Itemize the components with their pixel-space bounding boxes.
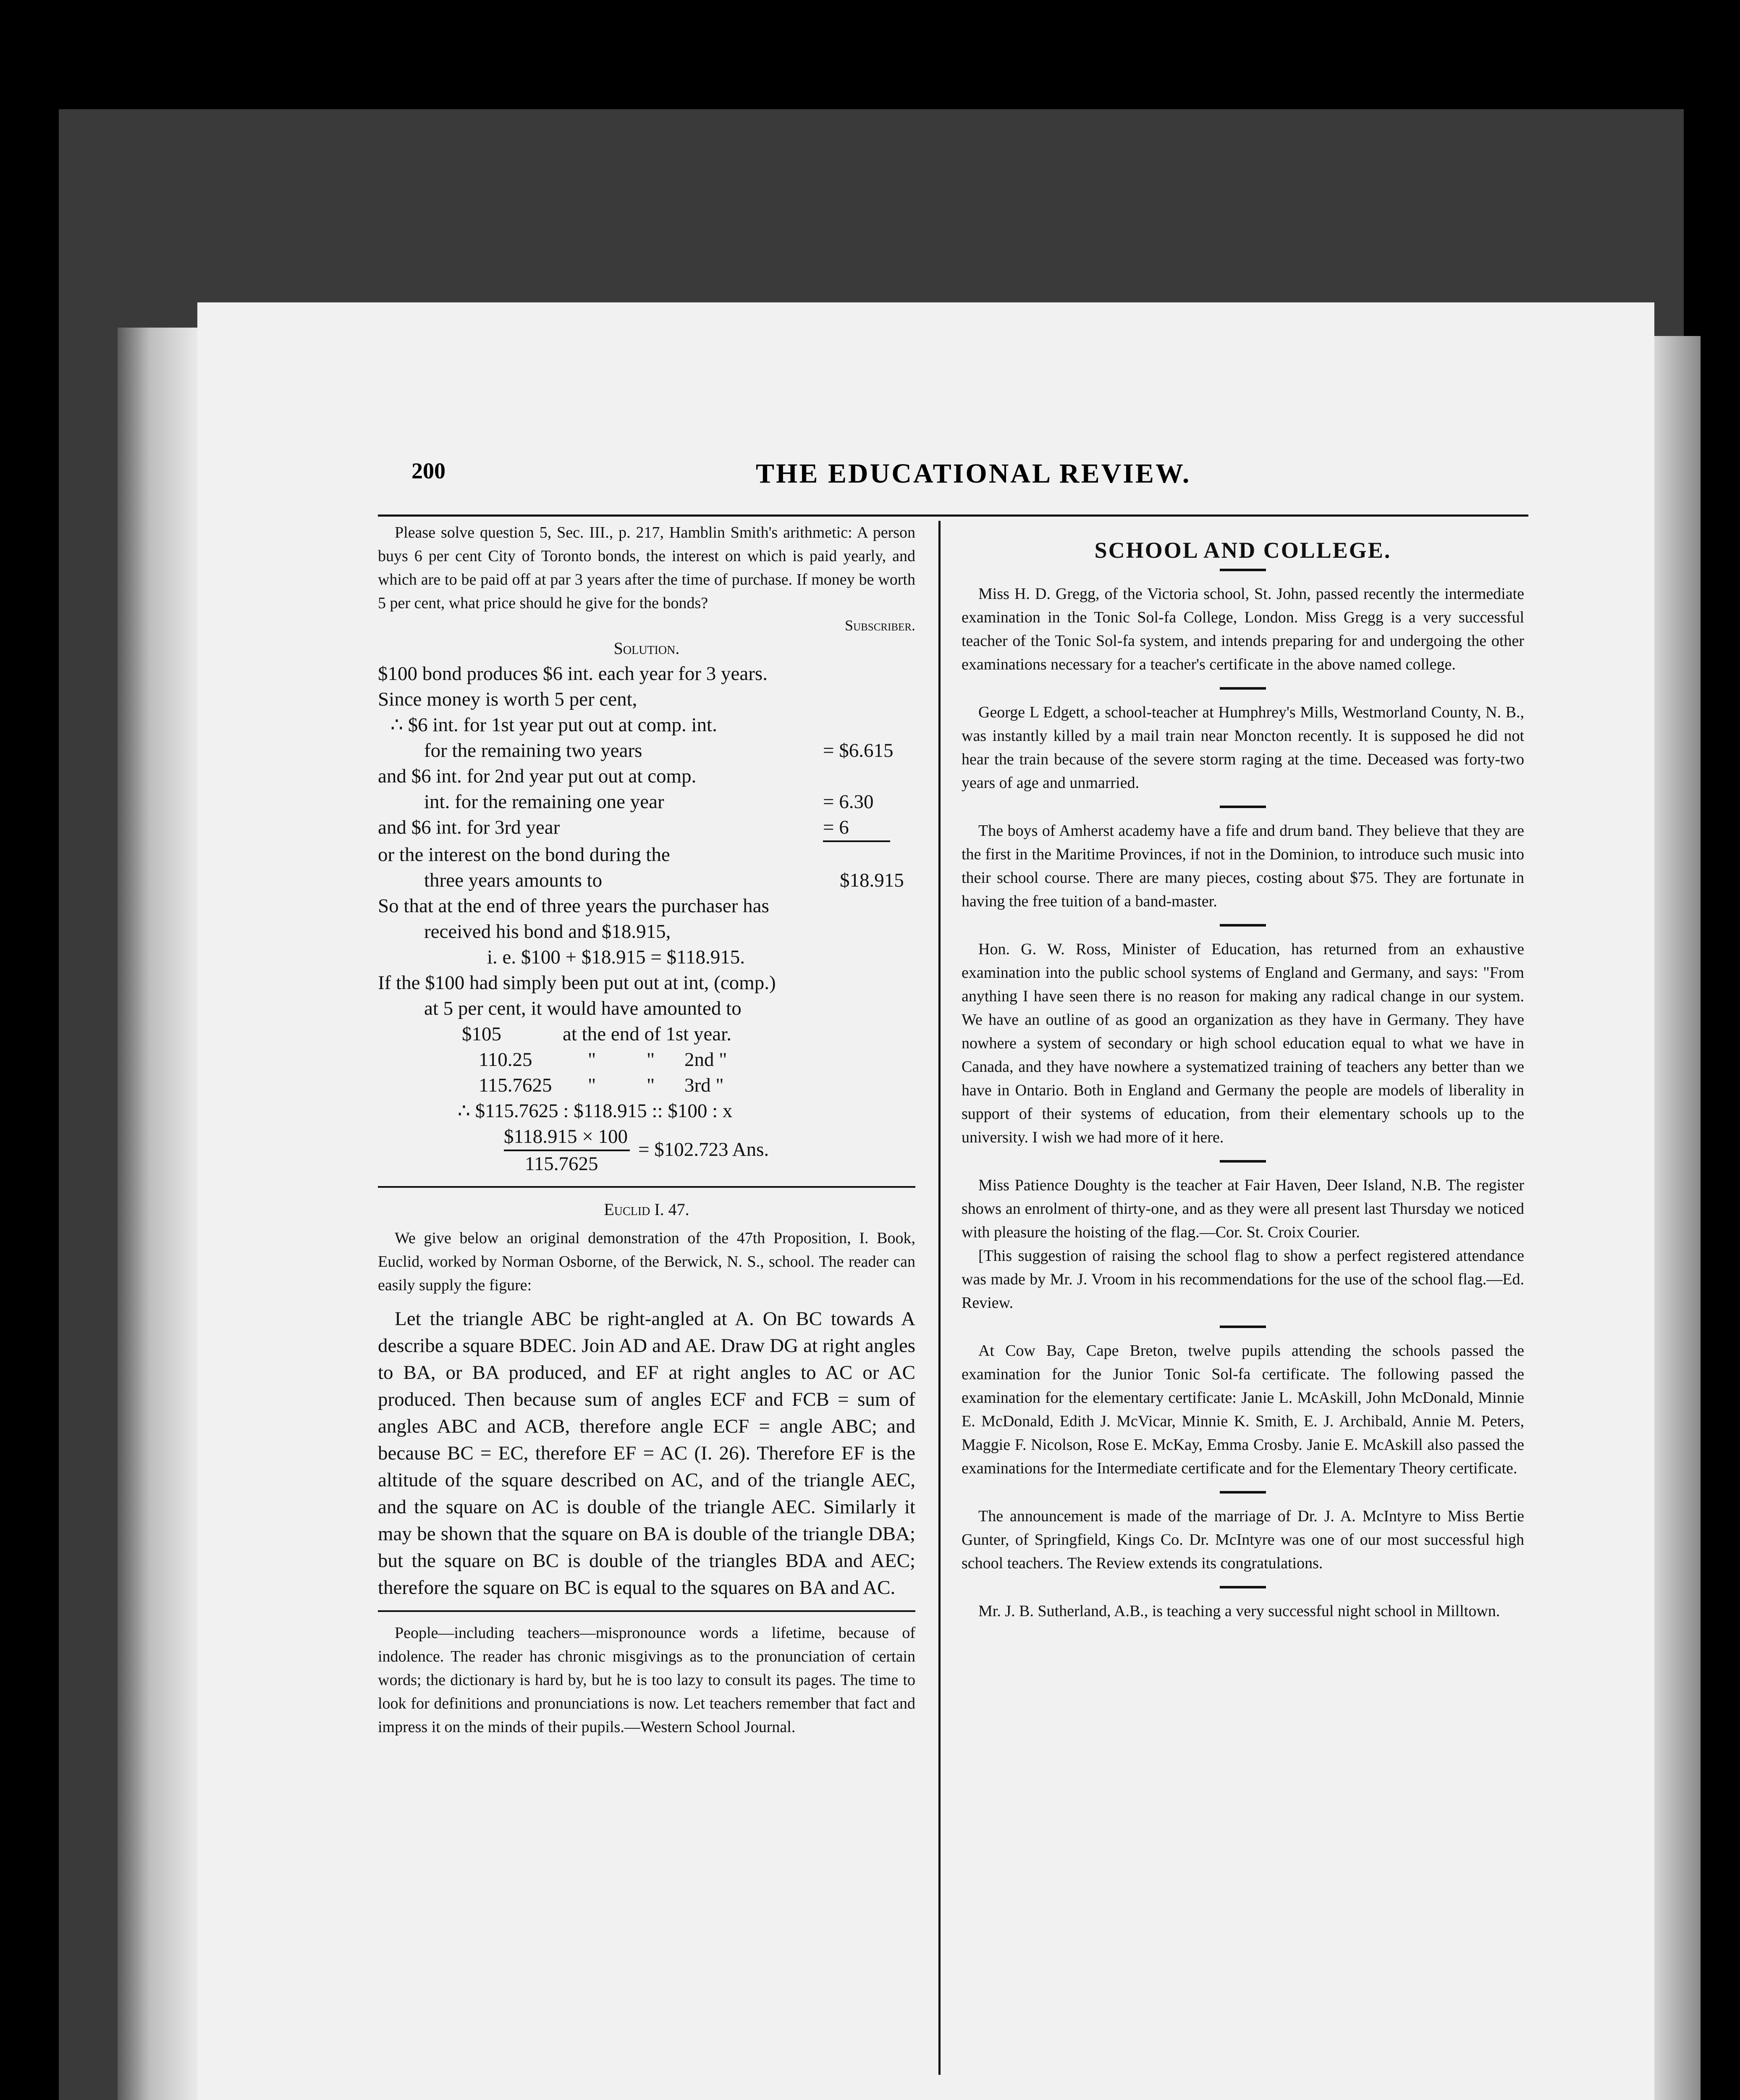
euclid-intro: We give below an original demonstration of the 47th Proposition, I. Book, Euclid, worked by Norman Osborne, of the Berwick, N. S., school. The reader can easily supply the figure: — [378, 1229, 915, 1294]
item-separator — [1220, 1326, 1266, 1328]
solution-line: received his bond and $18.915, — [424, 921, 671, 942]
solution-line: If the $100 had simply been put out at int, (comp.) — [378, 972, 776, 994]
solution-block — [378, 661, 915, 1177]
solution-line: $100 bond produces $6 int. each year for 3 years. — [378, 663, 768, 685]
news-item: The announcement is made of the marriage of Dr. J. A. McIntyre to Miss Bertie Gunter, of Springfield, Kings Co. Dr. McIntyre was one of our most successful high school teachers. The Review extends its congratulations. — [962, 1507, 1524, 1572]
solution-line: So that at the end of three years the purchaser has — [378, 895, 769, 917]
column-divider — [938, 521, 941, 2075]
solution-line: ∴ $115.7625 : $118.915 :: $100 : x — [458, 1100, 733, 1122]
solution-line: for the remaining two years — [424, 740, 642, 761]
solution-line: int. for the remaining one year — [424, 791, 664, 813]
item-separator — [1220, 569, 1266, 571]
book-page-edges-right — [1650, 336, 1701, 2100]
solution-amount: = 6.30 — [823, 791, 874, 813]
solution-heading: Solution. — [613, 639, 680, 658]
solution-line: at the end of 1st year. — [563, 1023, 731, 1045]
ditto-mark: " — [647, 1049, 655, 1071]
solution-line: three years amounts to — [424, 869, 603, 891]
left-column — [378, 521, 915, 1739]
solution-line: 115.7625 — [479, 1074, 552, 1096]
news-item: Mr. J. B. Sutherland, A.B., is teaching a very successful night school in Milltown. — [978, 1602, 1500, 1620]
fraction-denominator: 115.7625 — [525, 1153, 598, 1175]
solution-line: Since money is worth 5 per cent, — [378, 688, 637, 710]
journal-title: THE EDUCATIONAL REVIEW. — [756, 458, 1191, 489]
ditto-mark: " — [588, 1074, 596, 1096]
news-item: Hon. G. W. Ross, Minister of Education, has returned from an exhaustive examination into the public school systems of England and Germany, and says: "From anything I have seen there is no reason for making any radical change in our system. We have an outline of as good an organization as they have in Germany. They have nowhere a system of secondary or high school education equal to what we have in Canada, and they have nowhere a systematized training of teachers any better than we have in Ontario. Both in England and Germany the people are models of liberality in support of their systems of education, from their elementary schools up to the university. I wish we had more of it here. — [962, 940, 1524, 1146]
news-item: At Cow Bay, Cape Breton, twelve pupils attending the schools passed the examination for the Junior Tonic Sol-fa certificate. The following passed the examination for the elementary certificate: Janie L. McAskill, John McDonald, Minnie E. McDonald, Edith J. McVicar, Minnie K. Smith, E. J. Archibald, Annie M. Peters, Maggie F. Nicolson, Rose E. McKay, Emma Crosby. Janie E. McAskill also passed the examinations for the Intermediate certificate and for the Elementary Theory certificate. — [962, 1342, 1524, 1477]
item-separator — [1220, 1586, 1266, 1588]
item-separator — [1220, 806, 1266, 808]
solution-line: 3rd " — [684, 1074, 724, 1096]
item-separator — [1220, 687, 1266, 690]
right-column — [962, 533, 1524, 1623]
item-separator — [1220, 924, 1266, 927]
editor-note: [This suggestion of raising the school flag to show a perfect registered attendance was made by Mr. J. Vroom in his recommendations for the use of the school flag.—Ed. Review. — [962, 1247, 1524, 1312]
solution-line: ∴ $6 int. for 1st year put out at comp. int. — [390, 714, 717, 736]
solution-line: $105 — [462, 1023, 501, 1045]
fraction-numerator: $118.915 × 100 — [504, 1126, 628, 1147]
solution-line: 2nd " — [684, 1049, 727, 1071]
euclid-proof: Let the triangle ABC be right-angled at A. On BC towards A describe a square BDEC. Join AD and AE. Draw DG at right angles to BA, or BA produced, and EF at right angles to AC or AC produced. Then because sum of angles ECF and FCB = sum of angles ABC and ACB, therefore angle ECF = angle ABC; and because BC = EC, therefore EF = AC (I. 26). Therefore EF is the altitude of the square described on AC, and of the triangle AEC, and the square on AC is double of the triangle AEC. Similarly it may be shown that the square on BA is double of the triangle DBA; but the square on BC is double of the triangles BDA and AEC; therefore the square on BC is equal to the squares on BA and AC. — [378, 1308, 915, 1599]
header-rule — [378, 514, 1528, 517]
item-separator — [1220, 1160, 1266, 1163]
book-page-edges-left — [118, 328, 197, 2100]
section-title: SCHOOL AND COLLEGE. — [1094, 538, 1391, 563]
news-item: George L Edgett, a school-teacher at Humphrey's Mills, Westmorland County, N. B., was instantly killed by a mail train near Moncton recently. It is supposed he did not hear the train because of the severe storm raging at the time. Deceased was forty-two years of age and unmarried. — [962, 704, 1524, 792]
question-text: Please solve question 5, Sec. III., p. 217, Hamblin Smith's arithmetic: A person buys 6 per cent City of Toronto bonds, the interest on which is paid yearly, and which are to be paid off at par 3 years after the time of purchase. If money be worth 5 per cent, what price should he give for the bonds? — [378, 524, 915, 612]
solution-line: and $6 int. for 2nd year put out at comp. — [378, 765, 697, 787]
news-item: Miss Patience Doughty is the teacher at Fair Haven, Deer Island, N.B. The register shows an enrolment of thirty-one, and as they were all present last Thursday we noticed with pleasure the hoisting of the flag.—Cor. St. Croix Courier. — [962, 1176, 1524, 1241]
solution-line: or the interest on the bond during the — [378, 844, 670, 866]
pronunciation-note: People—including teachers—mispronounce words a lifetime, because of indolence. The reader has chronic misgivings as to the pronunciation of certain words; the dictionary is hard by, but he is too lazy to consult its pages. The time to look for definitions and pronunciations is now. Let teachers remember that fact and impress it on the minds of their pupils.—Western School Journal. — [378, 1624, 915, 1736]
solution-line: and $6 int. for 3rd year — [378, 816, 560, 838]
ditto-mark: " — [588, 1049, 596, 1071]
solution-amount: $18.915 — [840, 869, 904, 891]
page-number: 200 — [411, 458, 445, 483]
section-rule — [378, 1610, 915, 1612]
solution-amount: = $6.615 — [823, 740, 894, 761]
solution-line: at 5 per cent, it would have amounted to — [424, 998, 742, 1019]
solution-line: 110.25 — [479, 1049, 532, 1071]
solution-amount: = 6 — [823, 816, 849, 838]
question-signature: Subscriber. — [845, 617, 915, 634]
item-separator — [1220, 1491, 1266, 1494]
solution-line: i. e. $100 + $18.915 = $118.915. — [487, 946, 745, 968]
solution-answer: = $102.723 Ans. — [638, 1139, 769, 1160]
news-item: The boys of Amherst academy have a fife and drum band. They believe that they are the first in the Maritime Provinces, if not in the Dominion, to introduce such music into their school course. There are many pieces, costing about $75. They are fortunate in having the free tuition of a band-master. — [962, 822, 1524, 910]
euclid-heading: Euclid I. 47. — [604, 1200, 689, 1219]
ditto-mark: " — [647, 1074, 655, 1096]
section-rule — [378, 1186, 915, 1188]
page-header — [411, 458, 1545, 504]
news-item: Miss H. D. Gregg, of the Victoria school, St. John, passed recently the intermediate examination in the Tonic Sol-fa College, London. Miss Gregg is a very successful teacher of the Tonic Sol-fa system, and intends preparing for and undergoing the other examinations necessary for a teacher's certificate in the above named college. — [962, 585, 1524, 673]
